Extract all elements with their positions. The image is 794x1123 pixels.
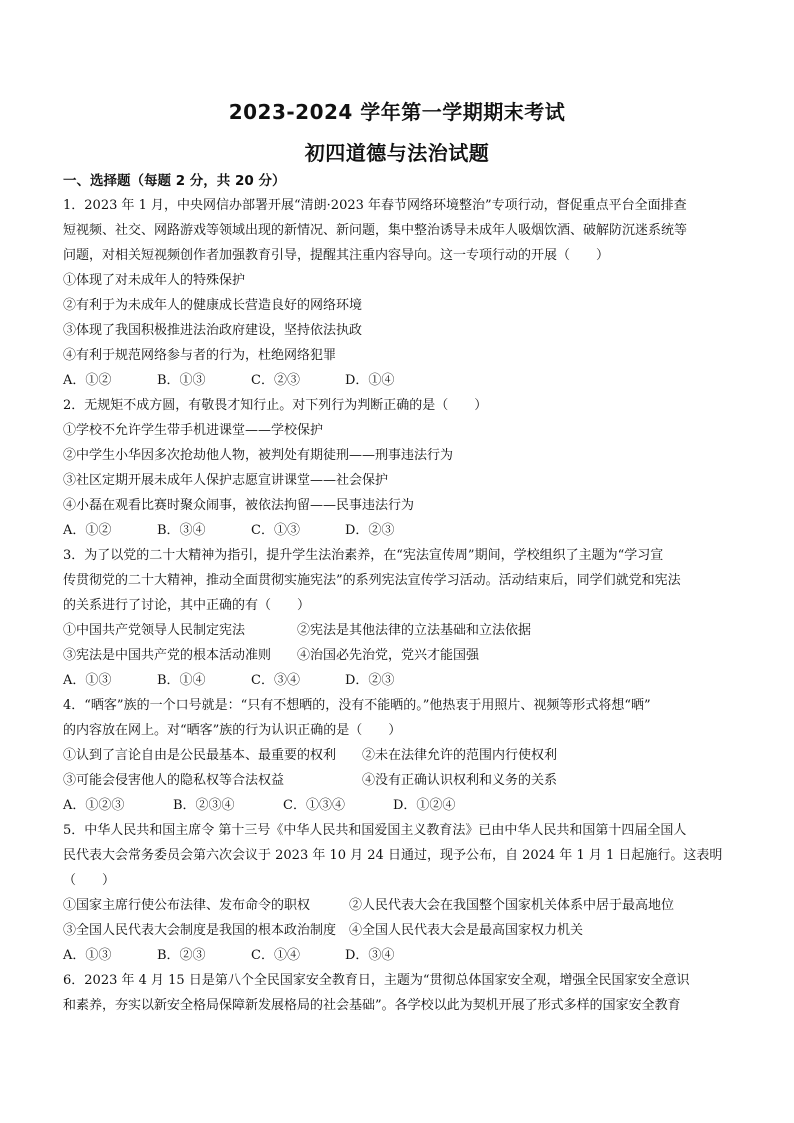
option-a: A．①② xyxy=(63,373,112,388)
question-2-options xyxy=(63,522,743,540)
option-a: A．①②③ xyxy=(63,798,125,813)
option-b: B．②③④ xyxy=(173,798,235,813)
question-5-line-3: （ ） xyxy=(63,873,116,888)
question-1-line-2: 短视频、社交、网路游戏等领域出现的新情况、新问题，集中整治诱导未成年人吸烟饮酒、破解防沉迷系统等 xyxy=(63,223,688,238)
section-heading: 一、选择题（每题 2 分，共 20 分） xyxy=(63,173,286,189)
question-4-items-row-1: ①认到了言论自由是公民最基本、最重要的权利 ②未在法律允许的范围内行使权利 xyxy=(63,748,558,763)
question-1-line-1: 1．2023 年 1 月，中央网信办部署开展“清朗·2023 年春节网络环境整治”专项行动，督促重点平台全面排查 xyxy=(63,198,687,213)
question-2-line-1: 2．无规矩不成方圆，有敬畏才知行止。对下列行为判断正确的是（ ） xyxy=(63,398,488,413)
option-c: C．②③ xyxy=(251,373,300,388)
option-a: A．①③ xyxy=(63,948,112,963)
exam-title: 2023-2024 学年第一学期期末考试 xyxy=(228,100,566,124)
option-c: C．①③ xyxy=(251,523,300,538)
question-3-items-row-1: ①中国共产党领导人民制定宪法 ②宪法是其他法律的立法基础和立法依据 xyxy=(63,623,532,638)
question-6-line-1: 6．2023 年 4 月 15 日是第八个全民国家安全教育日，主题为“贯彻总体国家安全观，增强全民国家安全意识 xyxy=(63,973,690,988)
option-b: B．②③ xyxy=(157,948,206,963)
question-3-line-1: 3．为了以党的二十大精神为指引，提升学生法治素养，在“宪法宣传周”期间，学校组织了主题为“学习宣 xyxy=(63,548,664,563)
question-5-items-row-1: ①国家主席行使公布法律、发布命令的职权 ②人民代表大会在我国整个国家机关体系中居于最高地位 xyxy=(63,898,675,913)
question-1-item-1: ①体现了对未成年人的特殊保护 xyxy=(63,273,246,288)
option-a: A．①③ xyxy=(63,673,112,688)
question-1-item-4: ④有利于规范网络参与者的行为，杜绝网络犯罪 xyxy=(63,348,337,363)
option-c: C．③④ xyxy=(251,673,300,688)
question-1-item-3: ③体现了我国积极推进法治政府建设，坚持依法执政 xyxy=(63,323,363,338)
question-1-item-2: ②有利于为未成年人的健康成长营造良好的网络环境 xyxy=(63,298,363,313)
option-b: B．①③ xyxy=(157,373,206,388)
question-3-line-2: 传贯彻党的二十大精神，推动全面贯彻实施宪法”的系列宪法宣传学习活动。活动结束后，同学们就党和宪法 xyxy=(63,573,681,588)
option-d: D．①②④ xyxy=(393,798,456,813)
question-3-line-3: 的关系进行了讨论，其中正确的有（ ） xyxy=(63,598,311,613)
option-b: B．③④ xyxy=(157,523,206,538)
question-5-line-2: 民代表大会常务委员会第六次会议于 2023 年 10 月 24 日通过，现予公布，自 2024 年 1 月 1 日起施行。这表明 xyxy=(63,848,723,863)
option-d: D．①④ xyxy=(345,373,395,388)
question-5-line-1: 5．中华人民共和国主席令 第十三号《中华人民共和国爱国主义教育法》已由中华人民共和国第十四届全国人 xyxy=(63,823,687,838)
question-2-item-4: ④小磊在观看比赛时聚众闹事，被依法拘留——民事违法行为 xyxy=(63,498,415,513)
option-a: A．①② xyxy=(63,523,112,538)
option-d: D．③④ xyxy=(345,948,395,963)
question-2-item-1: ①学校不允许学生带手机进课堂——学校保护 xyxy=(63,423,324,438)
question-5-options xyxy=(63,947,743,965)
option-d: D．②③ xyxy=(345,523,395,538)
question-4-items-row-2: ③可能会侵害他人的隐私权等合法权益 ④没有正确认识权利和义务的关系 xyxy=(63,773,558,788)
question-1-options xyxy=(63,372,743,390)
question-2-item-2: ②中学生小华因多次抢劫他人物，被判处有期徒刑——刑事违法行为 xyxy=(63,448,454,463)
question-6-line-2: 和素养，夯实以新安全格局保障新发展格局的社会基础”。各学校以此为契机开展了形式多样的国家安全教育 xyxy=(63,998,681,1013)
question-2-item-3: ③社区定期开展未成年人保护志愿宣讲课堂——社会保护 xyxy=(63,473,389,488)
question-4-line-1: 4．“晒客”族的一个口号就是：“只有不想晒的，没有不能晒的。”他热衷于用照片、视频等形式将想“晒” xyxy=(63,698,651,713)
question-4-options xyxy=(63,797,743,815)
question-3-options xyxy=(63,672,743,690)
question-3-items-row-2: ③宪法是中国共产党的根本活动准则 ④治国必先治党，党兴才能国强 xyxy=(63,648,480,663)
exam-subtitle: 初四道德与法治试题 xyxy=(304,141,490,165)
option-c: C．①④ xyxy=(251,948,300,963)
option-b: B．①④ xyxy=(157,673,206,688)
option-d: D．②③ xyxy=(345,673,395,688)
question-1-line-3: 问题，对相关短视频创作者加强教育引导，提醒其注重内容导向。这一专项行动的开展（ ） xyxy=(63,248,610,263)
question-4-line-2: 的内容放在网上。对“晒客”族的行为认识正确的是（ ） xyxy=(63,723,402,738)
option-c: C．①③④ xyxy=(283,798,345,813)
question-5-items-row-2: ③全国人民代表大会制度是我国的根本政治制度 ④全国人民代表大会是最高国家权力机关 xyxy=(63,923,584,938)
